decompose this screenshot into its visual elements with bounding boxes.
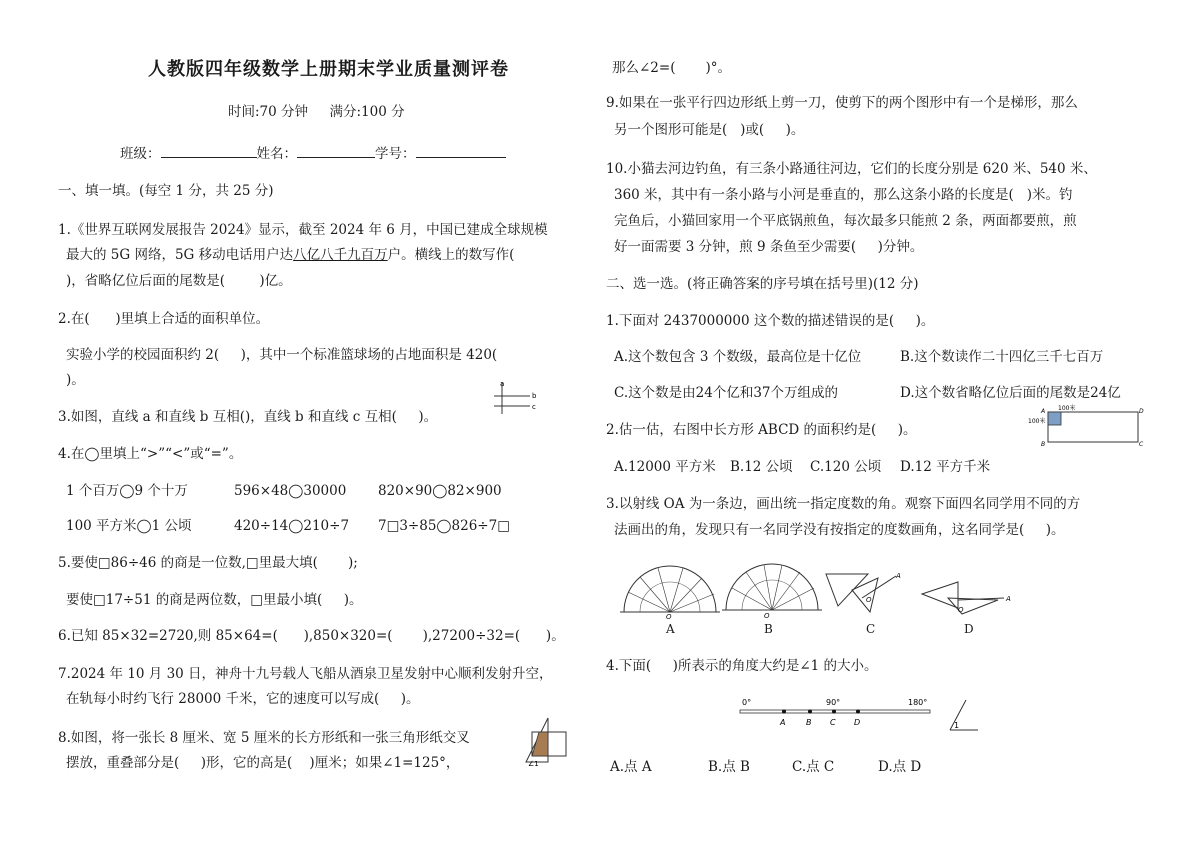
q6-text: 6.已知 85×32=2720,则 85×64=( ),850×320=( ),27200÷32=( )。 — [58, 628, 565, 644]
q4-r2c3: 7□3÷85◯826÷7□ — [378, 518, 510, 534]
s2q2-text: 2.估一估，右图中长方形 ABCD 的面积约是( )。 — [606, 422, 917, 438]
s2q4-scale-end: 180° — [908, 698, 928, 707]
s2q4-scale-mid: 90° — [826, 698, 841, 707]
q3-text: 3.如图，直线 a 和直线 b 互相()，直线 b 和直线 c 互相( )。 — [58, 409, 438, 425]
q8-line2: 摆放，重叠部分是( )形，它的高是( )厘米；如果∠1=125°， — [66, 755, 460, 771]
s2q3-d-ray-a: A — [1006, 595, 1011, 603]
q2-line3: )。 — [66, 372, 85, 388]
q9-line2: 另一个图形可能是( )或( )。 — [614, 122, 805, 138]
s2q4-point-a: A — [780, 718, 786, 727]
s2q3-c-ray-a: A — [896, 572, 901, 580]
q4-r2c2: 420÷14◯210÷7 — [234, 518, 350, 534]
s2q1-option-d: D.这个数省略亿位后面的尾数是24亿 — [900, 385, 1121, 401]
s2q4-text: 4.下面( )所表示的角度大约是∠1 的大小。 — [606, 658, 878, 674]
s2q3-figure-d — [918, 578, 1018, 620]
class-blank — [161, 143, 257, 158]
q1-line3: )，省略亿位后面的尾数是( )亿。 — [66, 273, 292, 289]
q10-line2: 360 米，其中有一条小路与小河是垂直的，那么这条小路的长度是( )米。钓 — [614, 187, 1073, 203]
s2q3-line1: 3.以射线 OA 为一条边，画出统一指定度数的角。观察下面四名同学用不同的方 — [606, 496, 1081, 512]
s2q1-option-c: C.这个数是由24个亿和37个万组成的 — [614, 385, 838, 401]
s2q3-c-vertex-o: O — [866, 596, 872, 604]
q1-line2: 最大的 5G 网络，5G 移动电话用户达八亿八千九百万户。横线上的数写作( — [66, 247, 515, 263]
s2q4-point-c: C — [830, 718, 836, 727]
q9-line1: 9.如果在一张平行四边形纸上剪一刀，使剪下的两个图形中有一个是梯形，那么 — [606, 95, 1078, 111]
s2q1-option-a: A.这个数包含 3 个数级，最高位是十亿位 — [614, 349, 862, 365]
q4-r1c2: 596×48◯30000 — [234, 483, 347, 499]
q8-continuation: 那么∠2=( )°。 — [612, 60, 732, 76]
q7-line2: 在轨每小时约飞行 28000 千米，它的速度可以写成( )。 — [66, 691, 420, 707]
section2-heading: 二、选一选。(将正确答案的序号填在括号里)(12 分) — [606, 276, 919, 292]
q4-r1c1: 1 个百万◯9 个十万 — [66, 483, 188, 499]
q4-r2c1: 100 平方米◯1 公顷 — [66, 518, 192, 534]
s2q3-line2: 法画出的角，发现只有一名同学没有按指定的度数画角，这名同学是( )。 — [614, 522, 1065, 538]
q3-lines-figure — [490, 378, 540, 418]
s2q2-rectangle-figure — [1026, 402, 1146, 448]
exam-time-info: 时间:70 分钟 满分:100 分 — [228, 104, 405, 120]
s2q4-option-a: A.点 A — [610, 759, 652, 775]
s2q3-label-d: D — [964, 622, 974, 636]
q1-line1: 1.《世界互联网发展报告 2024》显示，截至 2024 年 6 月，中国已建成全球规模 — [58, 222, 548, 238]
s2q2-option-a: A.12000 平方米 — [614, 459, 716, 475]
class-label: 班级： — [120, 146, 161, 162]
s2q4-option-d: D.点 D — [878, 759, 922, 775]
s2q3-figure-c — [822, 568, 908, 616]
q4-text: 4.在◯里填上“>”“<”或“=”。 — [58, 446, 243, 462]
s2q4-point-b: B — [806, 718, 812, 727]
s2q4-scale-figure — [738, 694, 998, 734]
svg-text:O: O — [666, 613, 672, 620]
q2-line2: 实验小学的校园面积约 2( )，其中一个标准篮球场的占地面积是 420( — [66, 347, 498, 363]
s2q2-vertex-b: B — [1041, 441, 1046, 448]
q5-line2: 要使□17÷51 的商是两位数，□里最小填( )。 — [66, 592, 363, 608]
s2q2-vertex-d: D — [1139, 408, 1144, 415]
q2-line1: 2.在( )里填上合适的面积单位。 — [58, 311, 270, 327]
s2q2-vertex-a: A — [1041, 408, 1046, 415]
s2q4-option-c: C.点 C — [792, 759, 835, 775]
id-label: 学号： — [375, 146, 416, 162]
s2q4-angle-label: 1 — [954, 721, 960, 730]
s2q3-figure-a — [618, 562, 722, 620]
s2q2-option-b: B.12 公顷 — [730, 459, 793, 475]
s2q3-label-a: A — [666, 622, 675, 636]
q8-overlap-figure — [522, 716, 572, 768]
q8-line1: 8.如图，将一张长 8 厘米、宽 5 厘米的长方形纸和一张三角形纸交叉 — [58, 730, 470, 746]
q3-label-c: c — [532, 403, 536, 411]
id-blank — [416, 143, 506, 158]
q1-underlined-number: 八亿八千九百万 — [293, 247, 388, 263]
q10-line1: 10.小猫去河边钓鱼，有三条小路通往河边，它们的长度分别是 620 米、540 米、 — [606, 161, 1097, 177]
s2q2-top-label: 100米 — [1058, 405, 1076, 412]
page-title: 人教版四年级数学上册期末学业质量测评卷 — [148, 59, 509, 80]
s2q4-scale-start: 0° — [742, 698, 752, 707]
s2q4-point-d: D — [854, 718, 861, 727]
q10-line4: 好一面需要 3 分钟，煎 9 条鱼至少需要( )分钟。 — [614, 239, 924, 255]
s2q2-option-d: D.12 平方千米 — [900, 459, 991, 475]
q7-line1: 7.2024 年 10 月 30 日，神舟十九号载人飞船从酒泉卫星发射中心顺利发射升空， — [58, 666, 553, 682]
s2q2-option-c: C.120 公顷 — [810, 459, 882, 475]
s2q4-option-b: B.点 B — [708, 759, 750, 775]
s2q3-label-b: B — [764, 622, 773, 636]
section1-heading: 一、填一填。(每空 1 分，共 25 分) — [58, 183, 274, 199]
s2q1-text: 1.下面对 2437000000 这个数的描述错误的是( )。 — [606, 313, 935, 329]
q10-line3: 完鱼后，小猫回家用一个平底锅煎鱼，每次最多只能煎 2 条，两面都要煎，煎 — [614, 213, 1077, 229]
s2q2-vertex-c: C — [1139, 441, 1144, 448]
name-label: 姓名： — [256, 146, 297, 162]
q3-label-a: a — [500, 380, 505, 388]
s2q2-left-label: 100米 — [1028, 418, 1046, 425]
student-info-row — [120, 143, 506, 164]
q4-r1c3: 820×90◯82×900 — [378, 483, 502, 499]
q3-label-b: b — [532, 392, 537, 400]
s2q3-figure-b — [720, 560, 824, 620]
name-blank — [297, 143, 375, 158]
s2q1-option-b: B.这个数读作二十四亿三千七百万 — [900, 349, 1104, 365]
q5-line1: 5.要使□86÷46 的商是一位数,□里最大填( ); — [58, 555, 358, 571]
s2q3-d-vertex-o: O — [958, 606, 964, 614]
svg-text:O: O — [764, 612, 770, 620]
q8-angle-label: ∠1 — [528, 760, 539, 768]
s2q3-label-c: C — [866, 622, 876, 636]
